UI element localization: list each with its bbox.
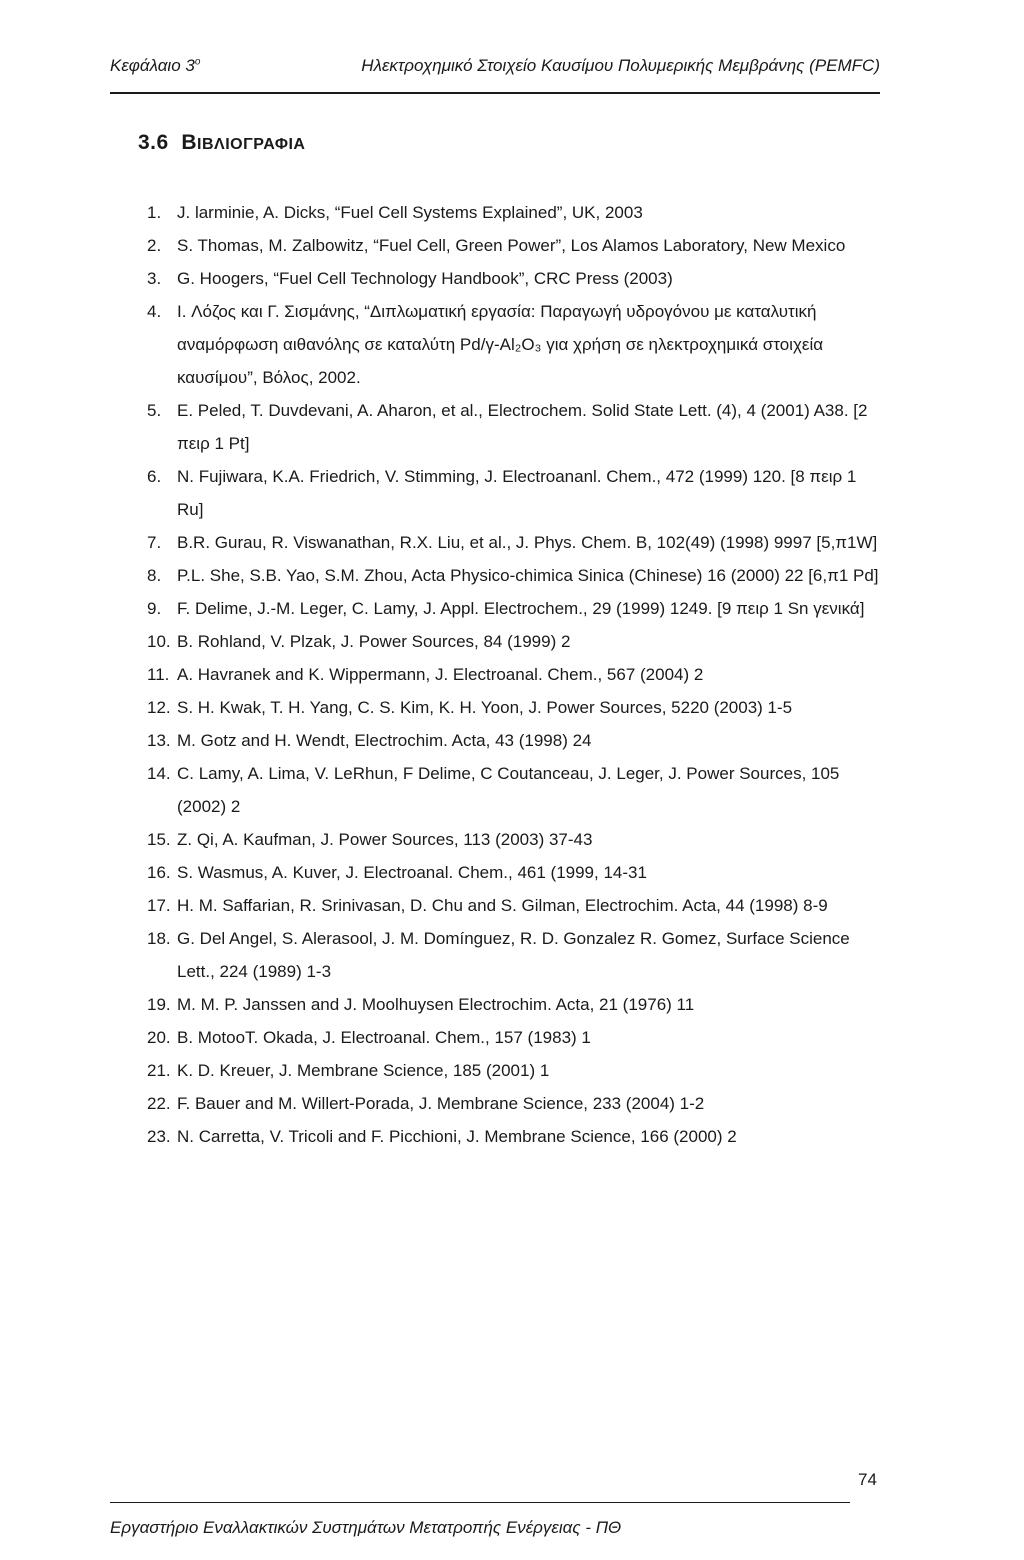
reference-number: 21. — [147, 1061, 171, 1080]
reference-number: 14. — [147, 764, 171, 783]
reference-item — [147, 1120, 887, 1153]
section-heading — [138, 131, 305, 155]
reference-number: 7. — [147, 533, 162, 552]
footer-divider — [110, 1502, 850, 1503]
chapter-label: Κεφάλαιο $3^o$ — [110, 56, 201, 75]
reference-text: A. Havranek and K. Wippermann, J. Electroanal. Chem., 567 (2004) 2 — [177, 665, 704, 684]
reference-number: 2. — [147, 236, 162, 255]
page-header — [110, 56, 880, 76]
reference-item — [147, 1054, 887, 1087]
reference-item — [147, 856, 887, 889]
reference-item — [147, 559, 887, 592]
reference-number: 18. — [147, 929, 171, 948]
reference-item — [147, 196, 887, 229]
section-number: 3.6 — [138, 131, 169, 154]
reference-number: 16. — [147, 863, 171, 882]
reference-number: 19. — [147, 995, 171, 1014]
reference-text: J. larminie, A. Dicks, “Fuel Cell Systems Explained”, UK, 2003 — [177, 203, 643, 222]
reference-item — [147, 295, 887, 394]
reference-number: 23. — [147, 1127, 171, 1146]
reference-text: M. Gotz and H. Wendt, Electrochim. Acta, 43 (1998) 24 — [177, 731, 592, 750]
reference-number: 10. — [147, 632, 171, 651]
reference-number: 20. — [147, 1028, 171, 1047]
reference-text: E. Peled, T. Duvdevani, A. Aharon, et al., Electrochem. Solid State Lett. (4), 4 (2001) A38. [2 πειρ 1 Pt] — [177, 401, 868, 453]
reference-number: 17. — [147, 896, 171, 915]
reference-number: 15. — [147, 830, 171, 849]
reference-number: 22. — [147, 1094, 171, 1113]
reference-number: 4. — [147, 302, 162, 321]
reference-item — [147, 262, 887, 295]
reference-text: P.L. She, S.B. Yao, S.M. Zhou, Acta Physico-chimica Sinica (Chinese) 16 (2000) 22 [6,π1 Pd] — [177, 566, 879, 585]
reference-text: G. Del Angel, S. Alerasool, J. M. Domínguez, R. D. Gonzalez R. Gomez, Surface Science Lett., 224 (1989) 1-3 — [177, 929, 850, 981]
footer-text: Εργαστήριο Εναλλακτικών Συστημάτων Μετατροπής Ενέργειας - ΠΘ — [110, 1518, 622, 1537]
reference-text: H. M. Saffarian, R. Srinivasan, D. Chu and S. Gilman, Electrochim. Acta, 44 (1998) 8-9 — [177, 896, 828, 915]
reference-number: 9. — [147, 599, 162, 618]
reference-number: 1. — [147, 203, 162, 222]
section-title-initial: Β — [181, 131, 198, 154]
reference-number: 8. — [147, 566, 162, 585]
reference-text: N. Fujiwara, K.A. Friedrich, V. Stimming, J. Electroananl. Chem., 472 (1999) 120. [8 πειρ 1 Ru] — [177, 467, 857, 519]
reference-item — [147, 592, 887, 625]
reference-text: K. D. Kreuer, J. Membrane Science, 185 (2001) 1 — [177, 1061, 550, 1080]
reference-item — [147, 460, 887, 526]
reference-text: B. MotooT. Okada, J. Electroanal. Chem., 157 (1983) 1 — [177, 1028, 591, 1047]
reference-item — [147, 823, 887, 856]
reference-item — [147, 889, 887, 922]
reference-item — [147, 757, 887, 823]
page-number: 74 — [858, 1470, 877, 1489]
header-divider — [110, 92, 880, 94]
reference-text: B. Rohland, V. Plzak, J. Power Sources, 84 (1999) 2 — [177, 632, 571, 651]
reference-item — [147, 658, 887, 691]
reference-text: B.R. Gurau, R. Viswanathan, R.X. Liu, et al., J. Phys. Chem. B, 102(49) (1998) 9997 [5,π1W] — [177, 533, 878, 552]
reference-item — [147, 394, 887, 460]
reference-text: I. Λόζος και Γ. Σισμάνης, “Διπλωματική εργασία: Παραγωγή υδρογόνου με καταλυτική αναμόρφωση αιθανόλης σε καταλύτη Pd/γ-Al₂O₃ για χρήση σε ηλεκτροχημικά στοιχεία καυσίμου”, Βόλος, 2002. — [177, 302, 824, 387]
reference-item — [147, 922, 887, 988]
reference-number: 6. — [147, 467, 162, 486]
reference-item — [147, 988, 887, 1021]
reference-item — [147, 229, 887, 262]
reference-text: F. Delime, J.-M. Leger, C. Lamy, J. Appl. Electrochem., 29 (1999) 1249. [9 πειρ 1 Sn γενικά] — [177, 599, 865, 618]
reference-text: N. Carretta, V. Tricoli and F. Picchioni, J. Membrane Science, 166 (2000) 2 — [177, 1127, 737, 1146]
reference-text: Z. Qi, A. Kaufman, J. Power Sources, 113 (2003) 37-43 — [177, 830, 593, 849]
reference-text: S. H. Kwak, T. H. Yang, C. S. Kim, K. H. Yoon, J. Power Sources, 5220 (2003) 1-5 — [177, 698, 793, 717]
reference-text: S. Thomas, M. Zalbowitz, “Fuel Cell, Green Power”, Los Alamos Laboratory, New Mexico — [177, 236, 846, 255]
reference-list — [147, 196, 887, 1153]
reference-number: 11. — [147, 665, 170, 684]
reference-item — [147, 1087, 887, 1120]
section-title-rest: ΙΒΛΙΟΓΡΑΦΙΑ — [197, 136, 306, 153]
reference-item — [147, 691, 887, 724]
reference-item — [147, 526, 887, 559]
reference-text: C. Lamy, A. Lima, V. LeRhun, F Delime, C Coutanceau, J. Leger, J. Power Sources, 105 (2002) 2 — [177, 764, 840, 816]
reference-text: M. M. P. Janssen and J. Moolhuysen Electrochim. Acta, 21 (1976) 11 — [177, 995, 695, 1014]
reference-number: 13. — [147, 731, 171, 750]
reference-text: S. Wasmus, A. Kuver, J. Electroanal. Chem., 461 (1999, 14-31 — [177, 863, 647, 882]
reference-number: 5. — [147, 401, 162, 420]
reference-number: 12. — [147, 698, 171, 717]
reference-item — [147, 1021, 887, 1054]
reference-number: 3. — [147, 269, 162, 288]
reference-text: F. Bauer and M. Willert-Porada, J. Membrane Science, 233 (2004) 1-2 — [177, 1094, 705, 1113]
reference-item — [147, 625, 887, 658]
header-title: Ηλεκτροχημικό Στοιχείο Καυσίμου Πολυμερικής Μεμβράνης (PEMFC) — [361, 56, 880, 75]
reference-item — [147, 724, 887, 757]
reference-text: G. Hoogers, “Fuel Cell Technology Handbook”, CRC Press (2003) — [177, 269, 673, 288]
